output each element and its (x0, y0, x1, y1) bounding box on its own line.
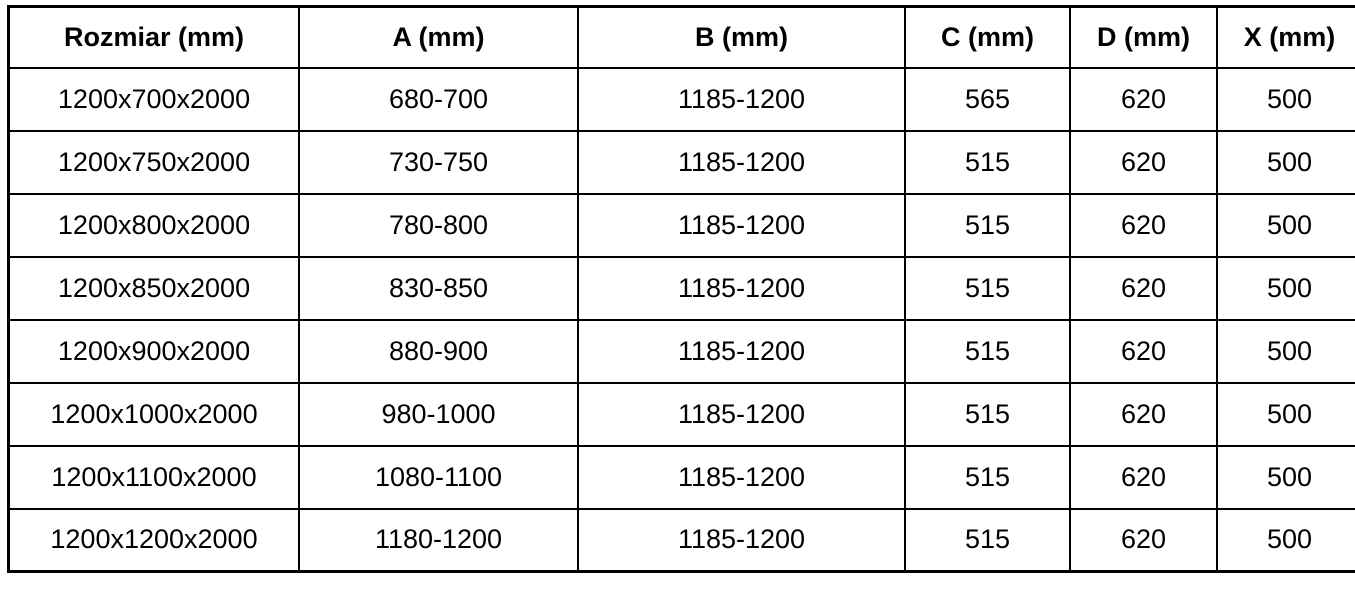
table-cell: 500 (1217, 383, 1355, 446)
column-header: B (mm) (578, 7, 905, 68)
table-cell: 1200x900x2000 (9, 320, 300, 383)
table-cell: 620 (1070, 383, 1217, 446)
column-header: C (mm) (905, 7, 1070, 68)
table-cell: 500 (1217, 194, 1355, 257)
table-cell: 500 (1217, 257, 1355, 320)
table-cell: 620 (1070, 509, 1217, 572)
table-cell: 620 (1070, 194, 1217, 257)
table-cell: 620 (1070, 446, 1217, 509)
table-cell: 1185-1200 (578, 509, 905, 572)
table-cell: 515 (905, 320, 1070, 383)
table-cell: 515 (905, 257, 1070, 320)
table-row (9, 383, 1355, 446)
table-cell: 880-900 (299, 320, 578, 383)
table-cell: 1185-1200 (578, 320, 905, 383)
header-row (9, 7, 1355, 68)
table-cell: 620 (1070, 257, 1217, 320)
table-row (9, 509, 1355, 572)
table-cell: 1200x800x2000 (9, 194, 300, 257)
table-cell: 1200x750x2000 (9, 131, 300, 194)
table-cell: 620 (1070, 320, 1217, 383)
table-row (9, 446, 1355, 509)
column-header: D (mm) (1070, 7, 1217, 68)
table-cell: 1185-1200 (578, 446, 905, 509)
table-cell: 730-750 (299, 131, 578, 194)
table-cell: 500 (1217, 131, 1355, 194)
column-header: Rozmiar (mm) (9, 7, 300, 68)
table-cell: 1200x850x2000 (9, 257, 300, 320)
table-row (9, 257, 1355, 320)
table-cell: 515 (905, 446, 1070, 509)
table-cell: 1185-1200 (578, 194, 905, 257)
table-cell: 500 (1217, 68, 1355, 131)
table-row (9, 320, 1355, 383)
table-head (9, 7, 1355, 68)
table-cell: 515 (905, 509, 1070, 572)
table-cell: 515 (905, 194, 1070, 257)
table-cell: 1185-1200 (578, 68, 905, 131)
table-cell: 1200x1100x2000 (9, 446, 300, 509)
column-header: A (mm) (299, 7, 578, 68)
table-cell: 1180-1200 (299, 509, 578, 572)
table-cell: 980-1000 (299, 383, 578, 446)
table-cell: 1200x1000x2000 (9, 383, 300, 446)
table-row (9, 131, 1355, 194)
table-cell: 830-850 (299, 257, 578, 320)
table-row (9, 194, 1355, 257)
table-cell: 500 (1217, 320, 1355, 383)
table-body (9, 68, 1355, 572)
table-cell: 500 (1217, 446, 1355, 509)
table-cell: 680-700 (299, 68, 578, 131)
table-cell: 1200x700x2000 (9, 68, 300, 131)
table-cell: 515 (905, 131, 1070, 194)
table-cell: 620 (1070, 131, 1217, 194)
table-cell: 500 (1217, 509, 1355, 572)
table-cell: 1185-1200 (578, 131, 905, 194)
table-cell: 620 (1070, 68, 1217, 131)
table-cell: 515 (905, 383, 1070, 446)
size-table (7, 5, 1355, 573)
table-cell: 1080-1100 (299, 446, 578, 509)
column-header: X (mm) (1217, 7, 1355, 68)
table-row (9, 68, 1355, 131)
table-cell: 565 (905, 68, 1070, 131)
table-cell: 1200x1200x2000 (9, 509, 300, 572)
table-cell: 1185-1200 (578, 383, 905, 446)
table-cell: 780-800 (299, 194, 578, 257)
table-cell: 1185-1200 (578, 257, 905, 320)
